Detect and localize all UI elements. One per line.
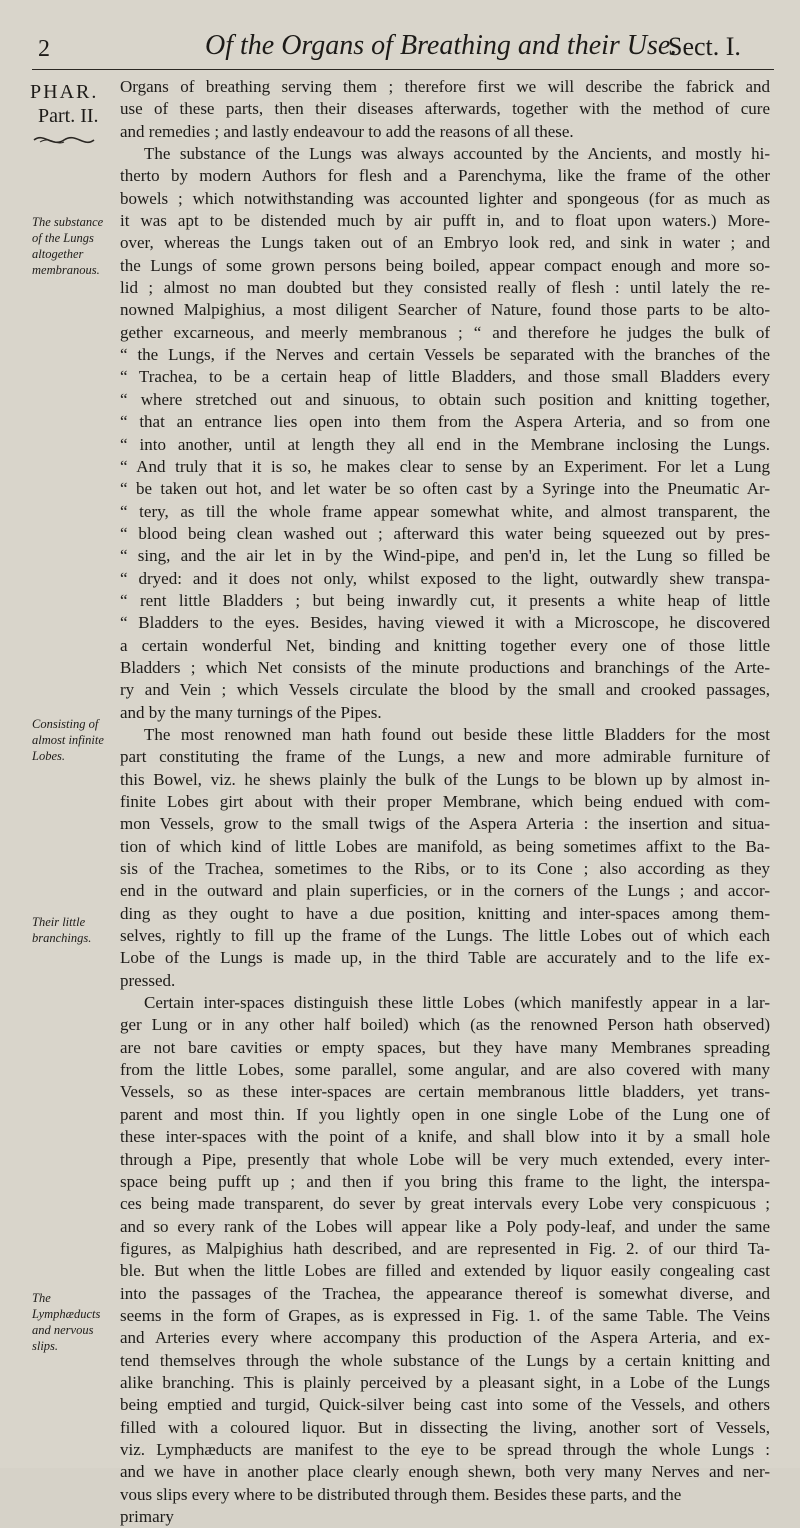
text-line: “ Bladders to the eyes. Besides, having viewed it with a Microscope, he discovered [120, 613, 770, 633]
text-line: gether excarneous, and meerly membranous ; “ and therefore he judges the bulk of [120, 322, 770, 342]
running-title: Of the Organs of Breathing and their Use. [205, 30, 678, 61]
text-line: over, whereas the Lungs taken out of an Embryo look red, and sink in water ; and [120, 233, 770, 253]
text-line: figures, as Malpighius hath described, and are represented in Fig. 2. of our third Ta- [120, 1238, 770, 1258]
text-line: “ rent little Bladders ; but being inwardly cut, it presents a white heap of little [120, 590, 770, 610]
text-line: “ tery, as till the whole frame appear somewhat white, and almost transparent, the [120, 501, 770, 521]
text-line: ding as they ought to have a due position, knitting and inter-spaces among them- [120, 903, 770, 923]
text-line: this Bowel, viz. he shews plainly the bulk of the Lungs to be blown up by almost in- [120, 769, 770, 789]
text-line: sis of the Trachea, sometimes to the Ribs, or to its Cone ; also according as they [120, 859, 770, 879]
text-line: Certain inter-spaces distinguish these little Lobes (which manifestly appear in a lar- [144, 993, 770, 1013]
text-line: viz. Lymphæducts are manifest to the eye to be spread through the whole Lungs : [120, 1439, 770, 1459]
page-number: 2 [38, 36, 50, 62]
text-line: seems in the form of Grapes, as is expressed in Fig. 1. of the same Table. The Veins [120, 1305, 770, 1325]
text-line: selves, rightly to fill up the frame of the Lungs. The little Lobes out of which each [120, 926, 770, 946]
text-line: mon Vessels, grow to the small twigs of the Aspera Arteria : the insertion and situa- [120, 814, 770, 834]
text-line: “ be taken out hot, and let water be so often cast by a Syringe into the Pneumatic Ar- [120, 479, 770, 499]
section-label: Sect. I. [668, 32, 741, 61]
text-line: the Lungs of some grown persons being boiled, appear compact enough and more so- [120, 255, 770, 275]
margin-note-lymphaeducts: The Lymphæducts and nervous slips. [32, 1291, 101, 1353]
text-line: finite Lobes girt about with their proper Membrane, which being endued with com- [120, 792, 770, 811]
text-line: therto by modern Authors for flesh and a Parenchyma, like the frame of the other [120, 166, 770, 186]
margin-note-substance: The substance of the Lungs altogether membranous. [32, 215, 104, 277]
text-line: “ dryed: and it does not only, whilst exposed to the light, outwardly shew transpa- [120, 568, 770, 588]
text-line: vous slips every where to be distributed through them. Besides these parts, and the [120, 1484, 682, 1504]
text-line: bowels ; which notwithstanding was accounted lighter and spongeous (for as much as [120, 188, 770, 208]
text-line: Bladders ; which Net consists of the minute productions and branchings of the Arte- [120, 657, 770, 677]
text-line: The most renowned man hath found out beside these little Bladders for the most [144, 724, 770, 744]
text-line: “ Trachea, to be a certain heap of little Bladders, and those small Bladders every [120, 367, 770, 387]
text-line: into the passages of the Trachea, the appearance thereof is somewhat diverse, and [120, 1283, 770, 1303]
text-line: filled with a coloured liquor. But in dissecting the living, another sort of Vessels, [120, 1417, 770, 1437]
text-line: “ blood being clean washed out ; afterward this water being squeezed out by pres- [120, 523, 770, 543]
text-line: are not bare cavities or empty spaces, but they have many Membranes spreading [120, 1037, 770, 1057]
text-line: from the little Lobes, some parallel, some angular, and are also covered with many [120, 1060, 770, 1080]
text-line: Lobe of the Lungs is made up, in the third Table are accurately and to the life ex- [120, 948, 770, 968]
margin-note-branchings: Their little branchings. [32, 915, 92, 945]
text-line: being emptied and turgid, Quick-silver being cast into some of the Vessels, and others [120, 1395, 770, 1415]
text-line: space being pufft up ; and then if you bring this frame to the light, the interspa- [120, 1171, 770, 1191]
text-line: part constituting the frame of the Lungs, a new and more admirable furniture of [120, 747, 770, 767]
text-line: tion of which kind of little Lobes are manifold, as being sometimes affixt to the Ba- [120, 836, 770, 856]
body-text [120, 76, 770, 1528]
text-line: use of these parts, then their diseases afterwards, together with the method of cure [120, 99, 770, 119]
header-rule [32, 69, 774, 70]
text-line: and remedies ; and lastly endeavour to add the reasons of all these. [120, 121, 574, 141]
text-line: ble. But when the little Lobes are filled and extended by liquor easily congealing cast [120, 1261, 770, 1281]
text-line: Organs of breathing serving them ; therefore first we will describe the fabrick and [120, 77, 770, 96]
text-line: primary [120, 1507, 174, 1526]
text-line: “ the Lungs, if the Nerves and certain Vessels be separated with the branches of the [120, 345, 770, 365]
text-line: ces being made transparent, do sever by great intervals every Lobe very conspicuous ; [120, 1194, 770, 1214]
text-line: Vessels, so as these inter-spaces are certain membranous little bladders, yet trans- [120, 1082, 770, 1102]
margin-note-lobes: Consisting of almost infinite Lobes. [32, 717, 104, 763]
text-line: and by the many turnings of the Pipes. [120, 702, 382, 722]
text-line: and so every rank of the Lobes will appear like a Poly pody-leaf, and under the same [120, 1216, 770, 1236]
text-line: parent and most thin. If you lightly open in one single Lobe of the Lung one of [120, 1104, 770, 1124]
text-line: end in the outward and plain superficies, or in the corners of the Lungs ; and accor- [120, 881, 770, 901]
text-line: The substance of the Lungs was always accounted by the Ancients, and mostly hi- [144, 144, 770, 164]
text-line: “ that an entrance lies open into them from the Aspera Arteria, and so from one [120, 412, 770, 432]
text-line: it was apt to be distended much by air pufft in, and to float upon waters.) More- [120, 211, 770, 231]
text-line: and Arteries every where accompany this production of the Aspera Arteria, and ex- [120, 1328, 770, 1348]
text-line: lid ; almost no man doubted but they consisted really of flesh : until lately the re- [120, 278, 770, 298]
flourish-ornament [32, 132, 96, 148]
text-line: tend themselves through the whole substance of the Lungs by a certain knitting and [120, 1350, 770, 1370]
text-line: through a Pipe, presently that whole Lobe will be very much extended, every inter- [120, 1149, 770, 1169]
text-line: these inter-spaces with the point of a knife, and shall blow into it by a small hole [120, 1127, 770, 1147]
text-line: ry and Vein ; which Vessels circulate the blood by the small and crooked passages, [120, 680, 770, 700]
text-line: ger Lung or in any other half boiled) which (as the renowned Person hath observed) [120, 1015, 770, 1035]
side-label-part: Part. II. [38, 105, 99, 127]
text-line: alike branching. This is plainly perceived by a pleasant sight, in a Lobe of the Lungs [120, 1372, 770, 1392]
page-header [0, 0, 800, 70]
side-label-phar: PHAR. [30, 81, 99, 103]
text-line: pressed. [120, 970, 176, 990]
text-line: and we have in another place clearly enough shewn, both very many Nerves and ner- [120, 1462, 770, 1482]
text-line: “ into another, until at length they all end in the Membrane inclosing the Lungs. [120, 434, 770, 454]
text-line: a certain wonderful Net, binding and knitting together every one of those little [120, 635, 770, 655]
text-line: “ And truly that it is so, he makes clear to sense by an Experiment. For let a Lung [120, 456, 770, 476]
text-line: “ where stretched out and sinuous, to obtain such position and knitting together, [120, 389, 770, 409]
text-line: nowned Malpighius, a most diligent Searcher of Nature, found those parts to be alto- [120, 300, 770, 320]
text-line: “ sing, and the air let in by the Wind-pipe, and pen'd in, let the Lung so filled be [120, 546, 770, 566]
